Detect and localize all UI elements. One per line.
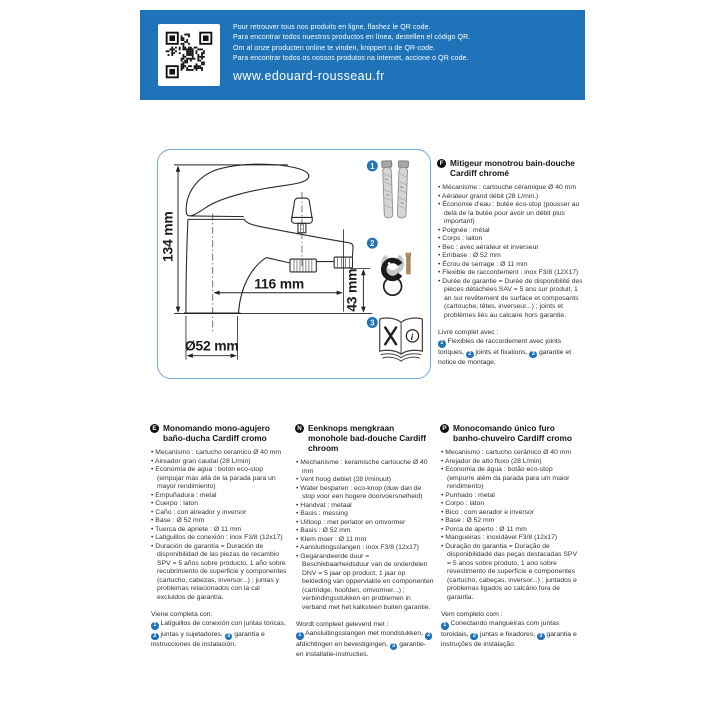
spec-bullet: • Empuñadura : metal [151,492,289,501]
clamp-hole [388,262,391,265]
qr-code [158,24,220,86]
title-text-pt: Monocomando único furo banho-chuveiro Cardiff cromo [453,423,572,443]
info-i-glyph: i [410,332,414,343]
spec-bullet: • Economia de água : botão eco-stop (empurre além da parada para um maior rendimento) [441,466,579,492]
dim-base-diameter-label: Ø52 mm [184,337,239,354]
product-title-fr [437,158,585,178]
fixings-icon [384,253,411,295]
language-badge-es: E [150,424,159,433]
spec-bullet: • Economía de agua : botón eco-stop (empujar más allá de la parada para un mayor rendimiento) [151,466,289,492]
spec-bullet: • Durée de garantie = Durée de disponibilité des pièces détachées SAV = 5 ans sur produit, 1 an sur revêtement de surface et composants (cartouche, têtes, inverseur...) ; joints et problèmes liés au calcaire hors garantie. [438,278,585,321]
callout-1-number: 1 [370,161,375,171]
spec-bullet: • Water besparen : eco-knop (duw dan de stop voor een hogere doorvoersnelheid) [296,485,434,502]
dim-reach-label: 116 mm [254,275,304,292]
manual-book-icon [380,318,423,361]
included-items-es [151,619,289,650]
step-text: Conectando mangueiras com juntas toroidais, [441,620,560,638]
step-number-badge: 3 [390,643,398,651]
included-intro-pt: Vem completo com : [441,611,503,618]
product-title-pt [440,423,579,443]
step-number-badge: 2 [470,633,478,641]
step-text: juntas y sujetadores, [158,630,225,638]
step-number-badge: 2 [466,351,474,359]
step-number-badge: 1 [296,632,304,640]
header-banner [140,10,585,100]
spec-bullet: • Aireador gran caudal (28 L/min) [151,458,289,467]
spec-bullet: • Économie d'eau : butée éco-stop (pousser au delà de la butée pour avoir un débit plus important) [438,201,585,227]
spec-bullet: • Embase : Ø 52 mm [438,252,585,261]
dimension-lines [174,165,372,360]
flexible-hoses-icon [382,161,409,218]
spec-bullet: • Klem moer : Ø 11 mm [296,536,434,545]
spec-bullet: • Flexible de raccordement : inox F3/8 (12X17) [438,269,585,278]
step-number-badge: 1 [438,340,446,348]
step-number-badge: 2 [425,632,433,640]
callout-3-number: 3 [370,318,375,328]
spec-bullet: • Mécanisme : cartouche céramique Ø 40 mm [438,184,585,193]
spec-bullet: • Mecanismo : cartucho cerâmico Ø 40 mm [441,449,579,458]
step-text: garantie et notice de montage. [438,348,572,367]
spec-list-pt [441,449,579,602]
included-items-fr [438,337,585,368]
spec-list-es [151,449,289,602]
spec-bullet: • Base : Ø 52 mm [441,517,579,526]
faucet-diagram [158,150,430,378]
step-text: garantie- en installatie-instructies. [296,640,427,659]
spec-bullet: • Arejador de alto fluxo (28 L/min) [441,458,579,467]
spec-bullet: • Vent hoog debiet (28 l/minuut) [296,476,434,485]
step-text: garantia e instruções de instalação. [441,630,577,649]
language-badge-nl: N [295,424,304,433]
callout-2-number: 2 [370,239,375,249]
website-url: www.edouard-rousseau.fr [233,68,385,83]
step-text: juntas e fixadores, [478,630,538,638]
spec-list-fr [438,184,585,320]
spec-bullet: • Latiguillos de conexión : inox F3/8 (12x17) [151,534,289,543]
step-text: afdichtingen en bevestigingen, [296,640,390,648]
spec-bullet: • Cuerpo : laton [151,500,289,509]
knurl-hatching [294,224,350,272]
spec-bullet: • Base : Ø 52 mm [151,517,289,526]
section-dutch [295,423,434,660]
step-number-badge: 3 [529,351,537,359]
included-intro-es: Viene completa con: [151,611,213,618]
spec-bullet: • Handvat : metaal [296,502,434,511]
step-number-badge: 3 [225,633,233,641]
dim-spout-height-label: 43 mm [343,268,360,312]
step-text: Aansluitingsslangen met mondstukken, [303,630,425,637]
spec-bullet: • Mecanismo : cartucho ceramico Ø 40 mm [151,449,289,458]
section-spanish [150,423,289,650]
dim-height-label: 134 mm [159,211,176,262]
qr-code-icon [162,28,216,82]
included-items-nl [296,629,434,660]
language-badge-pt: P [440,424,449,433]
product-title-es [150,423,289,443]
spec-bullet: • Aérateur grand débit (28 L/min.) [438,193,585,202]
spec-bullet: • Bico : com aerador e inversor [441,509,579,518]
step-number-badge: 1 [151,622,159,630]
spec-bullet: • Punhado : metal [441,492,579,501]
header-line-pt: Para encontrar todos os nossos produtos na internet, accione o QR code. [233,55,469,63]
spec-bullet: • Duração do garantia = Duração de disponibilidade das peças destacadas SPV = 5 anos sobre produto, 1 ano sobre revestimento de superfície e componentes (cartucho, cabeças, inversor...) ; juntados e problemas ligados ao calcário fora de garantia. [441,543,579,603]
spec-bullet: • Bec : avec aérateur et inverseur [438,244,585,253]
included-items-pt [441,619,579,650]
language-badge-fr: F [437,159,446,168]
spec-bullet: • Duración de garantía = Duración de disponibilidad de las piezas de recambio SPV = 5 años sobre producto, 1 año sobre recubrimiento de superficie y componentes (cartucho, cabezas, inversor...) ; juntas y problemas relacionados con la cal excluidos de garantía. [151,543,289,603]
section-portuguese [440,423,579,650]
step-text: Flexibles de raccordement avec joints toriques, [438,338,562,356]
spec-bullet: • Caño : con aireador y inversor [151,509,289,518]
header-text [233,23,578,83]
title-text-fr: Mitigeur monotrou bain-douche Cardiff chromé [450,158,575,178]
title-text-nl: Eenknops mengkraan monohole bad-douche Cardiff chroom [308,423,426,453]
header-line-es: Para encontrar todos nuestros productos en línea, destellen el código QR. [233,34,471,42]
step-text: garantía e instrucciones de instalación. [151,630,265,649]
section-french [437,158,585,368]
spec-bullet: • Uitloop : met perlator en omvormer [296,519,434,528]
spec-bullet: • Aansluitingsslangen : inox F3/8 (12x17) [296,544,434,553]
included-intro-nl: Wordt compleet geleverd met : [296,621,389,628]
step-number-badge: 3 [537,633,545,641]
header-line-nl: Om al onze producten online te vinden, knippert u de QR-code. [233,44,436,52]
spec-bullet: • Porca de aperto : Ø 11 mm [441,526,579,535]
qr-modules [166,32,213,79]
spec-bullet: • Poignée : métal [438,227,585,236]
step-number-badge: 2 [151,633,159,641]
spec-bullet: • Tuerca de apriete : Ø 11 mm [151,526,289,535]
technical-diagram [157,149,431,379]
threaded-stud-icon [406,253,411,274]
included-intro-fr: Livré complet avec : [438,329,499,336]
title-text-es: Monomando mono-agujero baño-ducha Cardiff cromo [163,423,270,443]
spec-bullet: • Corps : laiton [438,235,585,244]
step-number-badge: 1 [441,622,449,630]
header-line-fr: Pour retrouver tous nos produits en ligne, flashez le QR code. [233,24,431,31]
product-title-nl [295,423,434,453]
spec-list-nl [296,459,434,612]
spec-bullet: • Écrou de serrage : Ø 11 mm [438,261,585,270]
spec-bullet: • Gegarandeerde duur = Beschikbaarheidsduur van de onderdelen DNV = 5 jaar op product, 1 jaar op bekleding van oppervlakte en componenten (cartridge, hoofden, omvormer...) ; verbindingsstukken en problemen in verband met het kalksteen buiten garantie. [296,553,434,613]
spec-bullet: • Basis : messing [296,510,434,519]
spec-bullet: • Mechanisme : keramische cartouche Ø 40 mm [296,459,434,476]
spec-bullet: • Mangueiras : inoxidável F3/8 (12x17) [441,534,579,543]
spec-bullet: • Basis : Ø 52 mm [296,527,434,536]
step-text: Latiguillos de conexión con juntas tóricas, [158,620,286,627]
spec-bullet: • Corpo : laton [441,500,579,509]
dimension-arrowheads [176,165,366,357]
step-text: joints et fixations, [473,348,530,356]
